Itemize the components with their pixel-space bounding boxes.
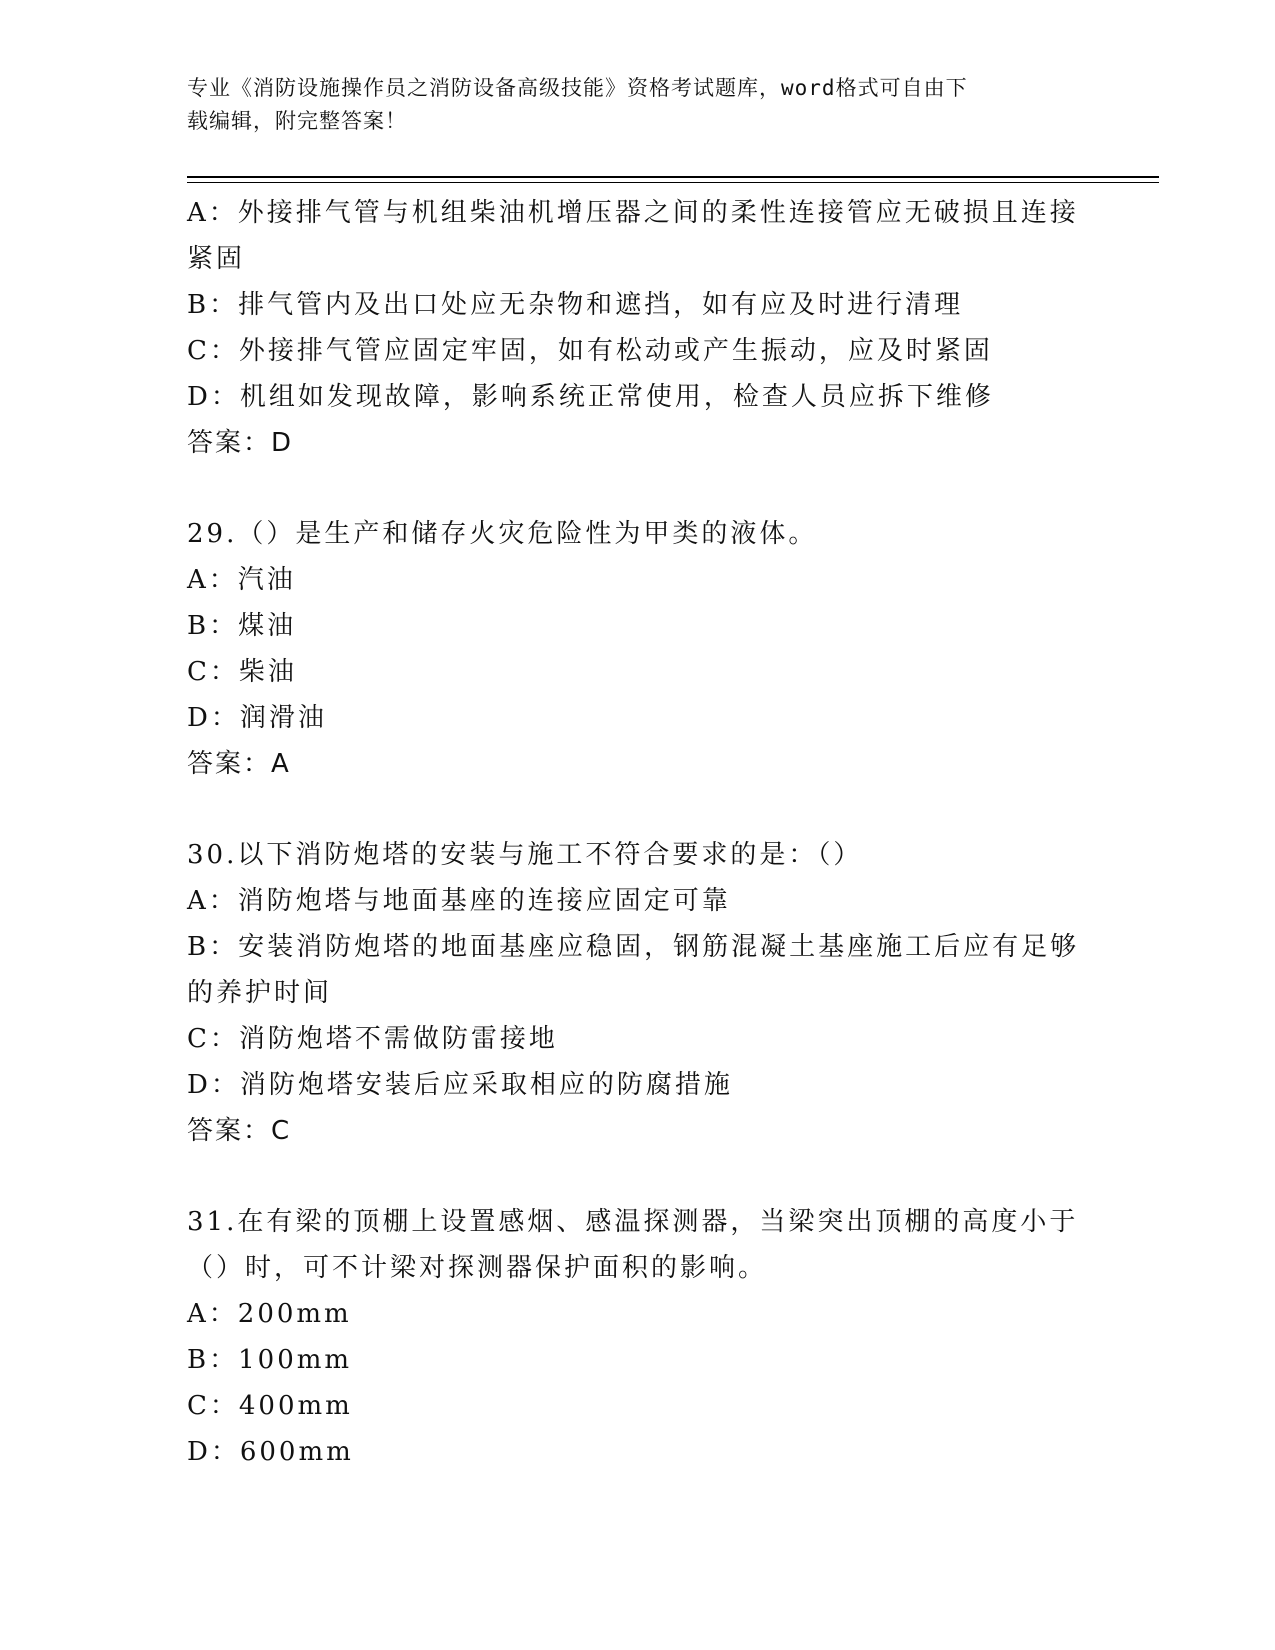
- question-31: [187, 1199, 1087, 1475]
- header-divider-thin: [187, 182, 1159, 183]
- header-note: [187, 72, 1067, 138]
- option-c: C：400mm: [187, 1391, 353, 1421]
- option-c: C：柴油: [187, 657, 297, 687]
- option-b: B：100mm: [187, 1345, 353, 1375]
- question-stem-line-2: （）时，可不计梁对探测器保护面积的影响。: [187, 1253, 768, 1283]
- option-b: B：煤油: [187, 611, 297, 641]
- question-28: [187, 190, 1087, 466]
- question-list: [187, 190, 1087, 1475]
- option-d: D：机组如发现故障，影响系统正常使用，检查人员应拆下维修: [187, 382, 994, 412]
- question-stem-line-1: 31.在有梁的顶棚上设置感烟、感温探测器，当梁突出顶棚的高度小于: [187, 1207, 1079, 1237]
- option-d: D：消防炮塔安装后应采取相应的防腐措施: [187, 1070, 733, 1100]
- option-a-line-2: 紧固: [187, 244, 246, 274]
- option-a-line-1: A：外接排气管与机组柴油机增压器之间的柔性连接管应无破损且连接: [187, 198, 1079, 228]
- option-a: A：汽油: [187, 565, 296, 595]
- answer: 答案：C: [187, 1116, 292, 1146]
- question-30: [187, 832, 1087, 1154]
- option-b-line-2: 的养护时间: [187, 978, 333, 1008]
- option-c: C：消防炮塔不需做防雷接地: [187, 1024, 558, 1054]
- option-d: D：润滑油: [187, 703, 327, 733]
- question-stem: 29.（）是生产和储存火灾危险性为甲类的液体。: [187, 519, 818, 549]
- question-stem: 30.以下消防炮塔的安装与施工不符合要求的是：（）: [187, 840, 863, 870]
- option-b-line-1: B：安装消防炮塔的地面基座应稳固，钢筋混凝土基座施工后应有足够: [187, 932, 1080, 962]
- option-a: A：消防炮塔与地面基座的连接应固定可靠: [187, 886, 731, 916]
- answer: 答案：D: [187, 428, 294, 458]
- option-d: D：600mm: [187, 1437, 354, 1467]
- option-c: C：外接排气管应固定牢固，如有松动或产生振动，应及时紧固: [187, 336, 993, 366]
- question-29: [187, 511, 1087, 787]
- header-line-2: 载编辑，附完整答案！: [187, 109, 407, 133]
- answer: 答案：A: [187, 749, 291, 779]
- header-line-1: 专业《消防设施操作员之消防设备高级技能》资格考试题库，word格式可自由下: [187, 76, 968, 100]
- header-divider-thick: [187, 176, 1159, 178]
- option-b: B：排气管内及出口处应无杂物和遮挡，如有应及时进行清理: [187, 290, 964, 320]
- option-a: A：200mm: [187, 1299, 352, 1329]
